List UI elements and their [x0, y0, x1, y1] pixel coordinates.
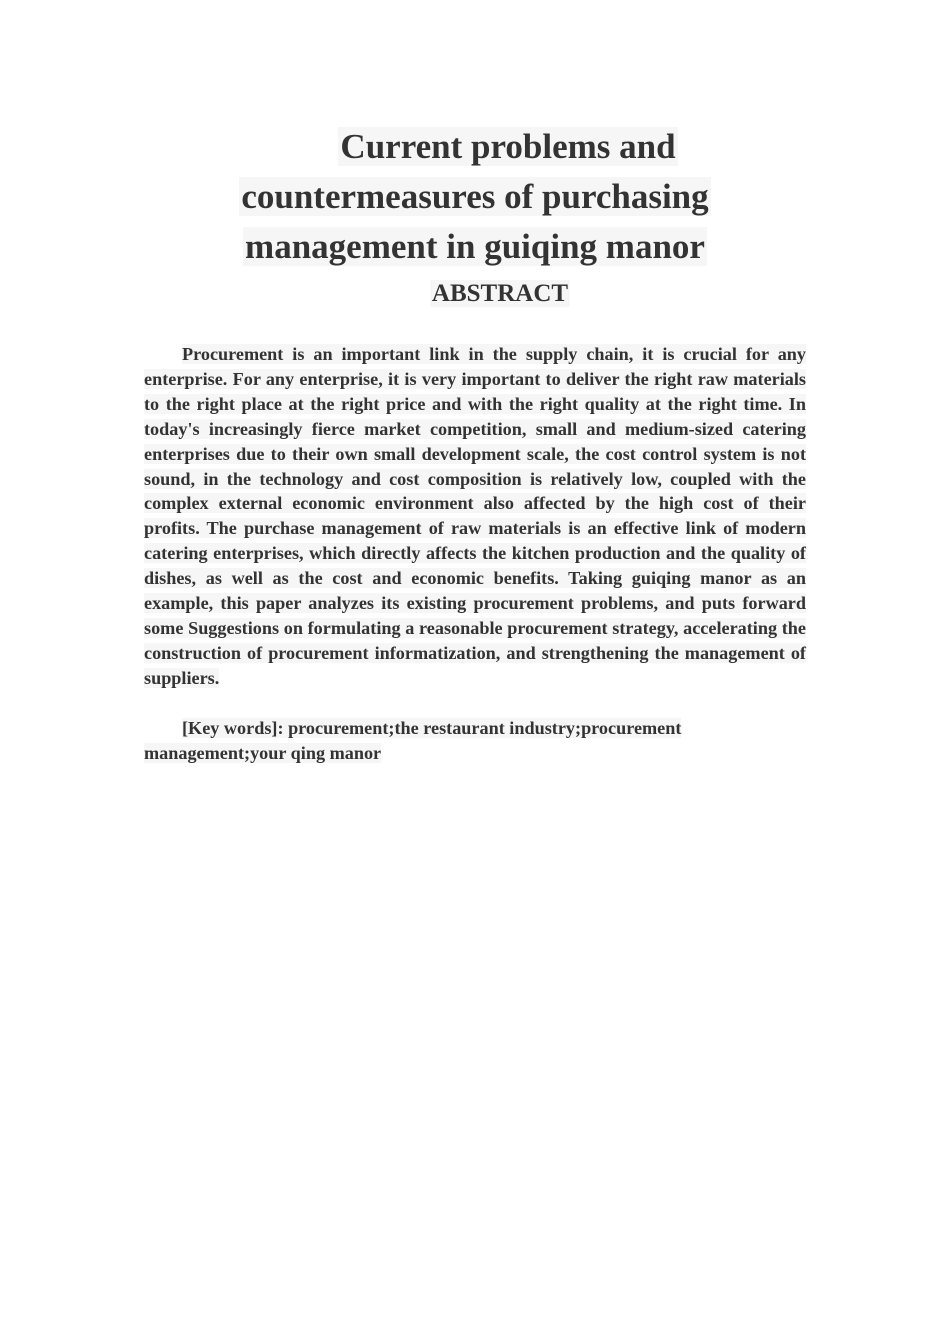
keywords-text: [Key words]: procurement;the restaurant industry;procurement management;your qing manor — [144, 718, 682, 763]
keywords-paragraph — [144, 716, 734, 766]
title-line-3: management in guiqing manor — [245, 227, 705, 266]
title-line-1: Current problems and — [340, 127, 676, 166]
abstract-paragraph — [144, 342, 806, 691]
document-title — [180, 122, 770, 272]
abstract-heading-text: ABSTRACT — [431, 280, 569, 307]
title-line-2: countermeasures of purchasing — [241, 177, 709, 216]
abstract-paragraph-text: Procurement is an important link in the supply chain, it is crucial for any enterprise. For any enterprise, it is very important to deliver the right raw materials to the right place at the right price and with the right quality at the right time. In today's increasingly fierce market competition, small and medium-sized catering enterprises due to their own small development scale, the cost control system is not sound, in the technology and cost composition is relatively low, coupled with the complex external economic environment also affected by the high cost of their profits. The purchase management of raw materials is an effective link of modern catering enterprises, which directly affects the kitchen production and the quality of dishes, as well as the cost and economic benefits. Taking guiqing manor as an example, this paper analyzes its existing procurement problems, and puts forward some Suggestions on formulating a reasonable procurement strategy, accelerating the construction of procurement informatization, and strengthening the management of suppliers. — [144, 344, 806, 688]
abstract-heading — [144, 277, 856, 311]
